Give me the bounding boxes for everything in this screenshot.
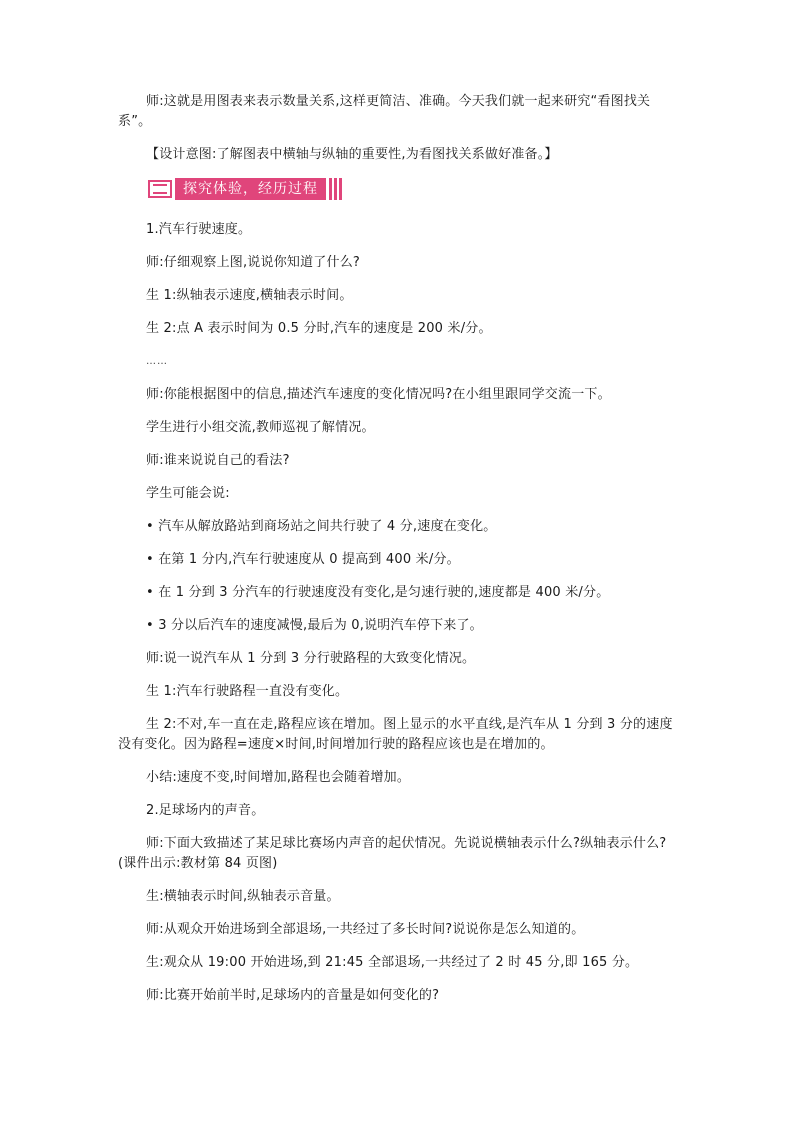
paragraph: 师:从观众开始进场到全部退场,一共经过了多长时间?说说你是怎么知道的。 [146, 922, 585, 937]
paragraph: 生 2:不对,车一直在走,路程应该在增加。图上显示的水平直线,是汽车从 1 分到 3 分的速度没有变化。因为路程=速度×时间,时间增加行驶的路程应该也是在增加的。 [118, 717, 673, 752]
paragraph: 师:谁来说说自己的看法? [146, 453, 290, 468]
bullet-item: • 在第 1 分内,汽车行驶速度从 0 提高到 400 米/分。 [146, 552, 460, 567]
banner-stripes [329, 178, 344, 200]
section-heading [148, 178, 370, 200]
subsection-title: 1.汽车行驶速度。 [146, 222, 252, 237]
bullet-item: • 在 1 分到 3 分汽车的行驶速度没有变化,是匀速行驶的,速度都是 400 米/分。 [146, 585, 610, 600]
summary: 小结:速度不变,时间增加,路程也会随着增加。 [146, 770, 411, 785]
section-number-badge [148, 180, 172, 198]
paragraph: 师:仔细观察上图,说说你知道了什么? [146, 255, 361, 270]
paragraph: 生 2:点 A 表示时间为 0.5 分时,汽车的速度是 200 米/分。 [146, 321, 492, 336]
paragraph: 生 1:纵轴表示速度,横轴表示时间。 [146, 288, 353, 303]
paragraph: 师:这就是用图表来表示数量关系,这样更简洁、准确。今天我们就一起来研究“看图找关系”。 [118, 94, 651, 129]
paragraph: 学生可能会说: [146, 486, 230, 501]
paragraph: 师:你能根据图中的信息,描述汽车速度的变化情况吗?在小组里跟同学交流一下。 [146, 387, 611, 402]
paragraph: 生:观众从 19:00 开始进场,到 21:45 全部退场,一共经过了 2 时 45 分,即 165 分。 [146, 955, 639, 970]
paragraph: 生:横轴表示时间,纵轴表示音量。 [146, 889, 340, 904]
paragraph: 师:下面大致描述了某足球比赛场内声音的起伏情况。先说说横轴表示什么?纵轴表示什么?(课件出示:教材第 84 页图) [118, 836, 667, 871]
subsection-title: 2.足球场内的声音。 [146, 803, 265, 818]
paragraph: 学生进行小组交流,教师巡视了解情况。 [146, 420, 375, 435]
paragraph: 师:比赛开始前半时,足球场内的音量是如何变化的? [146, 988, 440, 1003]
bullet-item: • 3 分以后汽车的速度减慢,最后为 0,说明汽车停下来了。 [146, 618, 483, 633]
section-number-glyph [153, 184, 167, 194]
bullet-item: • 汽车从解放路站到商场站之间共行驶了 4 分,速度在变化。 [146, 519, 497, 534]
design-intent-note: 【设计意图:了解图表中横轴与纵轴的重要性,为看图找关系做好准备。】 [146, 147, 558, 162]
section-title: 探究体验，经历过程 [175, 178, 326, 200]
document-content [118, 92, 678, 1019]
ellipsis: …… [146, 356, 168, 367]
paragraph: 生 1:汽车行驶路程一直没有变化。 [146, 684, 349, 699]
paragraph: 师:说一说汽车从 1 分到 3 分行驶路程的大致变化情况。 [146, 651, 476, 666]
